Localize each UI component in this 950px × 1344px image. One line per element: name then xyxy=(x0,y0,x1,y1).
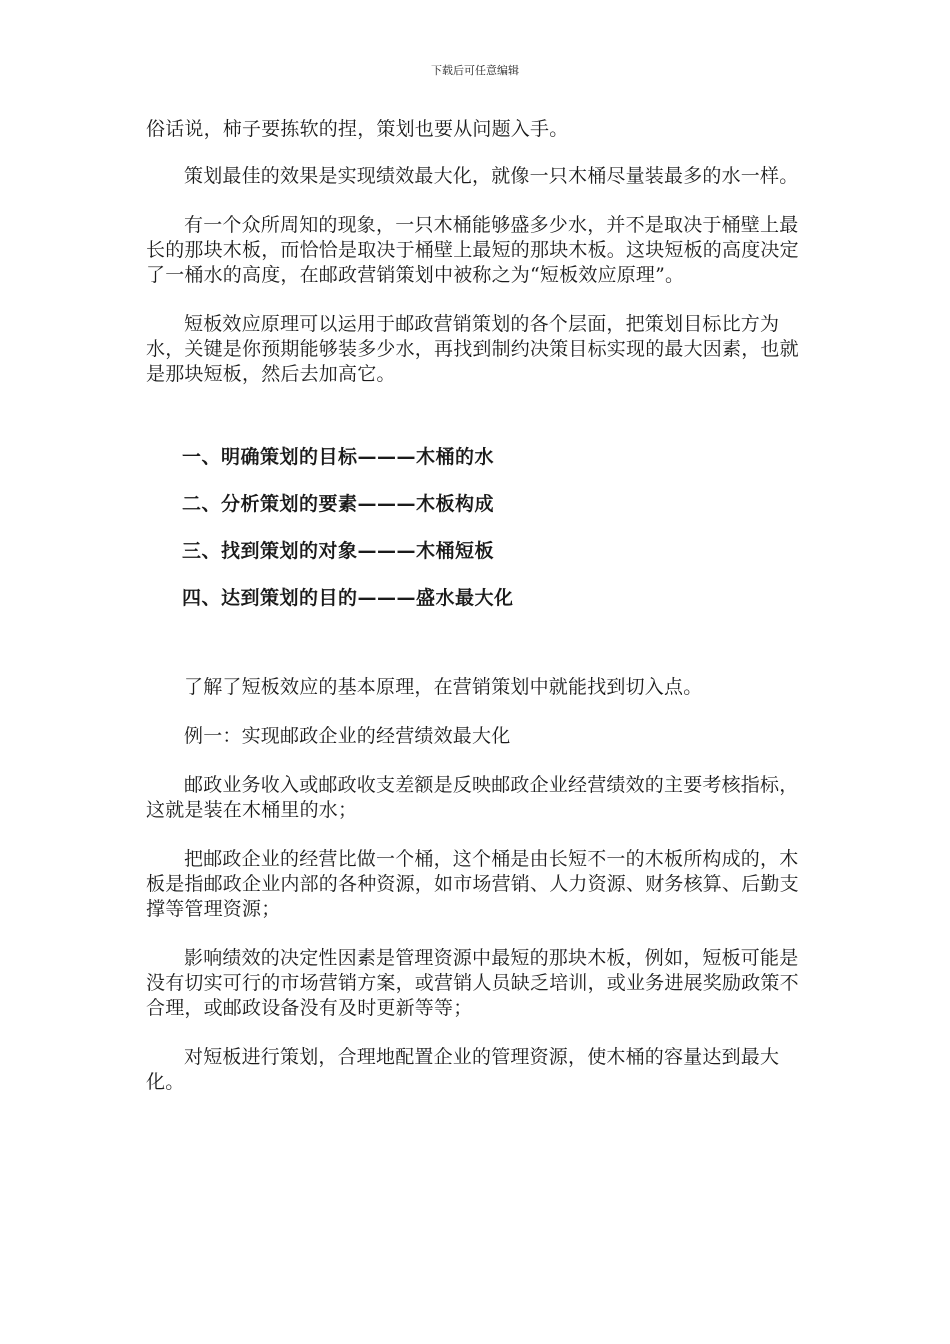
spacer xyxy=(146,411,808,445)
paragraph-intro-2: 策划最佳的效果是实现绩效最大化，就像一只木桶尽量装最多的水一样。 xyxy=(184,165,799,187)
paragraph-example-conclusion: 对短板进行策划，合理地配置企业的管理资源，使木桶的容量达到最大化。 xyxy=(146,1046,780,1093)
document-body xyxy=(146,117,808,1119)
outline-item-1: 一、明确策划的目标———木桶的水 xyxy=(182,446,495,468)
paragraph-intro-3: 有一个众所周知的现象，一只木桶能够盛多少水，并不是取决于桶壁上最长的那块木板，而恰恰是取决于桶壁上最短的那块木板。这块短板的高度决定了一桶水的高度，在邮政营销策划中被称之为“短板效应原理”。 xyxy=(146,214,799,286)
spacer xyxy=(146,633,808,675)
paragraph-example-title: 例一：实现邮政企业的经营绩效最大化 xyxy=(184,725,511,747)
paragraph-intro-4: 短板效应原理可以运用于邮政营销策划的各个层面，把策划目标比方为水，关键是你预期能够装多少水，再找到制约决策目标实现的最大因素，也就是那块短板，然后去加高它。 xyxy=(146,313,799,385)
outline-item-3: 三、找到策划的对象———木桶短板 xyxy=(182,540,495,562)
outline-item-4: 四、达到策划的目的———盛水最大化 xyxy=(182,587,514,609)
paragraph-example-water: 邮政业务收入或邮政收支差额是反映邮政企业经营绩效的主要考核指标，这就是装在木桶里的水； xyxy=(146,774,799,821)
page-header: 下载后可任意编辑 xyxy=(431,64,519,77)
paragraph-example-shortboard: 影响绩效的决定性因素是管理资源中最短的那块木板，例如，短板可能是没有切实可行的市场营销方案，或营销人员缺乏培训，或业务进展奖励政策不合理，或邮政设备没有及时更新等等； xyxy=(146,947,799,1019)
paragraph-example-intro: 了解了短板效应的基本原理，在营销策划中就能找到切入点。 xyxy=(184,676,703,698)
paragraph-example-boards: 把邮政企业的经营比做一个桶，这个桶是由长短不一的木板所构成的，木板是指邮政企业内部的各种资源，如市场营销、人力资源、财务核算、后勤支撑等管理资源； xyxy=(146,848,799,920)
outline-item-2: 二、分析策划的要素———木板构成 xyxy=(182,493,495,515)
paragraph-intro-1: 俗话说，柿子要拣软的捏，策划也要从问题入手。 xyxy=(146,118,569,140)
